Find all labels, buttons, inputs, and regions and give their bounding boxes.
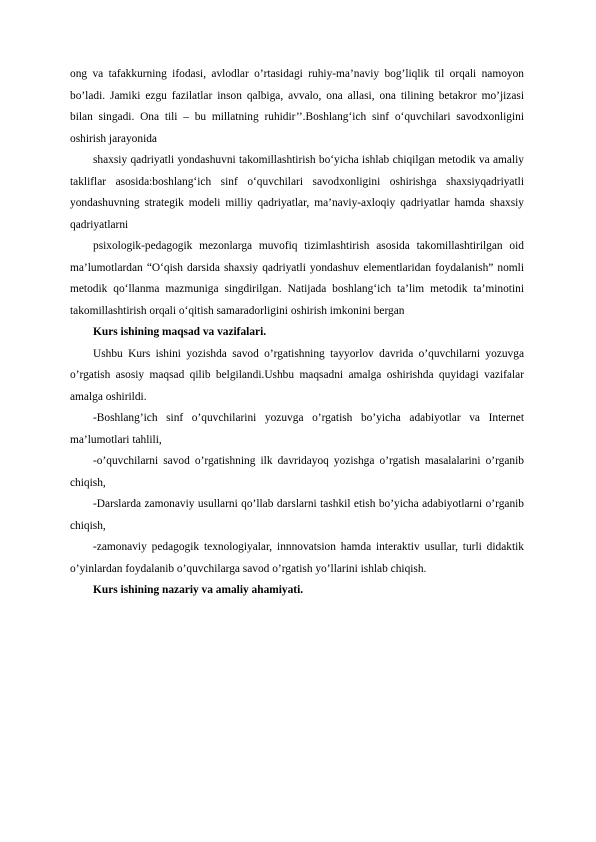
paragraph-methodology: shaxsiy qadriyatli yondashuvni takomillashtirish bo‘yicha ishlab chiqilgan metodik va amaliy takliflar asosida:boshlang‘ich sinf o‘quvchilari savodxonligini oshirishga shaxsiyqadriyatli yondashuvning strategik modeli milliy qadriyatlar, ma’naviy-axloqiy qadriyatlar hamda shaxsiy qadriyatlarni [70, 154, 524, 231]
task-item-3: -Darslarda zamonaviy usullarni qo’llab darslarni tashkil etish bo’yicha adabiyotlarni o’rganib chiqish, [70, 498, 524, 532]
section-heading-goals: Kurs ishining maqsad va vazifalari. [93, 326, 267, 338]
task-item-1: -Boshlang’ich sinf o’quvchilarini yozuvga o’rgatish bo’yicha adabiyotlar va Internet ma’lumotlari tahlili, [70, 412, 524, 446]
paragraph-criteria: psixologik-pedagogik mezonlarga muvofiq tizimlashtirish asosida takomillashtirilgan oid ma’lumotlardan “O‘qish darsida shaxsiy qadriyatli yondashuv elementlaridan foydalanish” nomli metodik qo‘llanma mazmuniga singdirilgan. Natijada boshlang‘ich ta’lim metodik ta’minotini takomillashtirish orqali o‘qitish samaradorligini oshirish imkonini bergan [70, 240, 524, 317]
section-heading-significance: Kurs ishining nazariy va amaliy ahamiyati. [93, 584, 304, 596]
paragraph-continuation: ong va tafakkurning ifodasi, avlodlar o’rtasidagi ruhiy-ma’naviy bog’liqlik til orqali namoyon bo’ladi. Jamiki ezgu fazilatlar inson qalbiga, avvalo, ona allasi, ona tilining betakror mo’jizasi bilan singadi. Ona tili – bu millatning ruhidir’’.Boshlang‘ich sinf o‘quvchilari savodxonligini oshirish jarayonida [70, 68, 524, 145]
document-page [70, 64, 524, 602]
task-item-4: -zamonaviy pedagogik texnologiyalar, innnovatsion hamda interaktiv usullar, turli didaktik o’yinlardan foydalanib o’quvchilarga savod o’rgatish yo’llarini ishlab chiqish. [70, 541, 524, 575]
task-item-2: -o’quvchilarni savod o’rgatishning ilk davridayoq yozishga o’rgatish masalalarini o’rganib chiqish, [70, 455, 524, 489]
paragraph-goal: Ushbu Kurs ishini yozishda savod o’rgatishning tayyorlov davrida o’quvchilarni yozuvga o’rgatish asosiy maqsad qilib belgilandi.Ushbu maqsadni amalga oshirishda quyidagi vazifalar amalga oshirildi. [70, 347, 524, 403]
